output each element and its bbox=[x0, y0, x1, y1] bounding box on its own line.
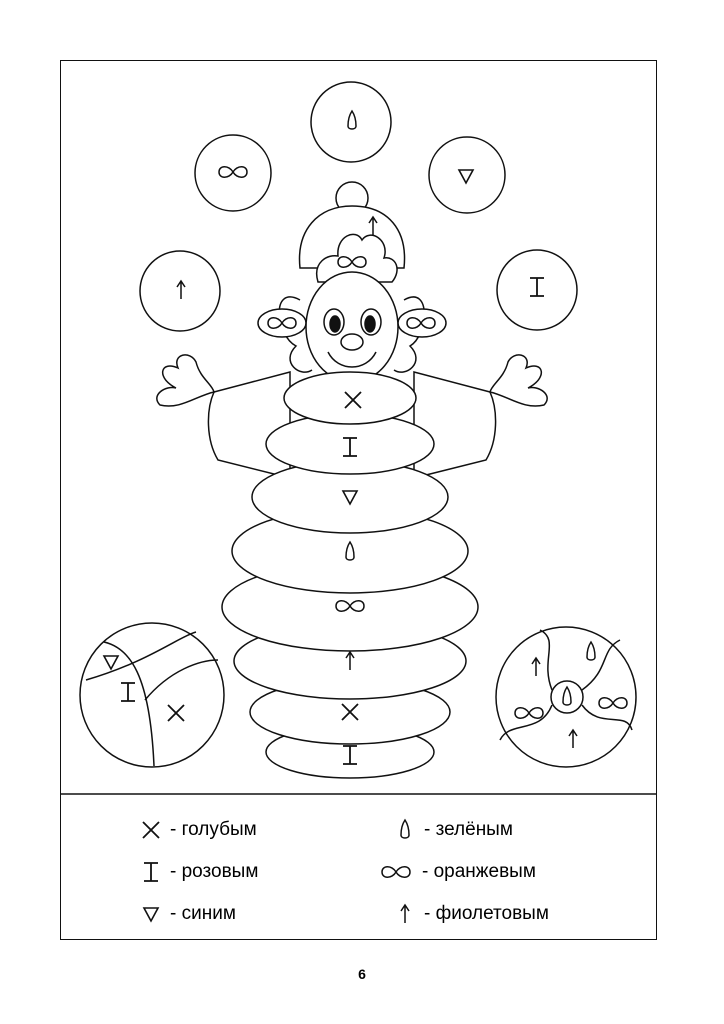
drop-icon bbox=[392, 817, 418, 843]
page-number: 6 bbox=[358, 966, 366, 982]
legend-label: - фиолетовым bbox=[424, 903, 549, 924]
page-frame bbox=[60, 60, 657, 940]
legend-label: - голубым bbox=[170, 819, 257, 840]
cross-icon bbox=[138, 817, 164, 843]
legend-item-i-beam bbox=[138, 859, 258, 885]
legend-item-triangle bbox=[138, 901, 236, 927]
legend-item-arrow bbox=[392, 901, 549, 927]
legend-label: - синим bbox=[170, 903, 236, 924]
legend-item-drop bbox=[392, 817, 513, 843]
i-beam-icon bbox=[138, 859, 164, 885]
legend-label: - зелёным bbox=[424, 819, 513, 840]
infinity-icon bbox=[376, 859, 416, 885]
legend-item-cross bbox=[138, 817, 257, 843]
legend-label: - оранжевым bbox=[422, 861, 536, 882]
legend-label: - розовым bbox=[170, 861, 259, 882]
arrow-up-icon bbox=[392, 901, 418, 927]
triangle-icon bbox=[138, 901, 164, 927]
legend-item-infinity bbox=[376, 859, 536, 885]
